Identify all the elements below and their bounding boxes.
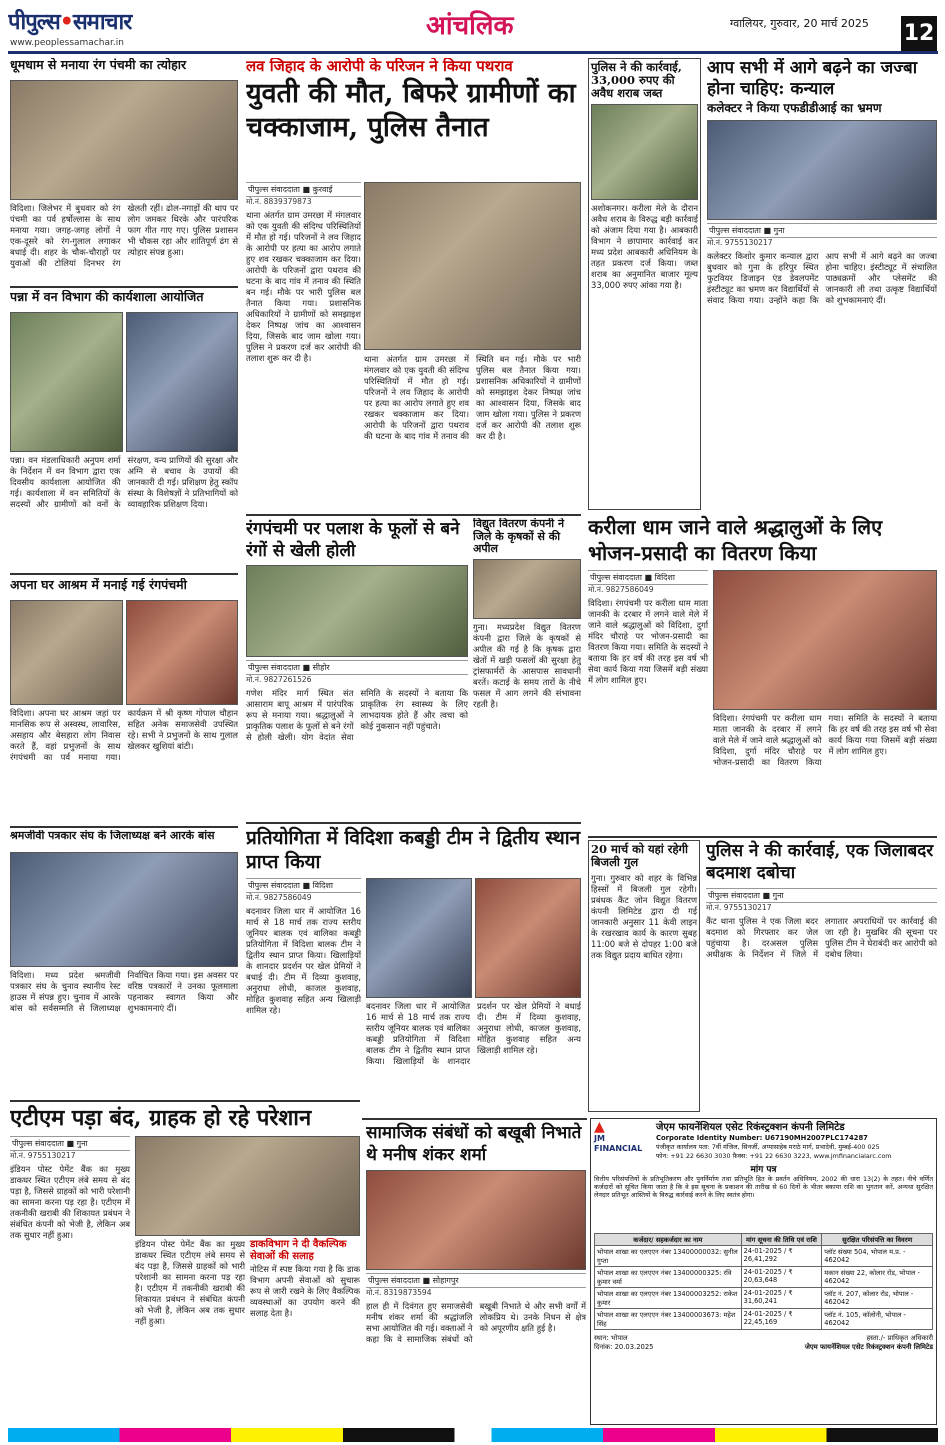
page-number: 12 bbox=[901, 16, 937, 52]
byline: पीपुल्स संवाददाता ■ विदिशा bbox=[246, 878, 361, 893]
ad-footer bbox=[594, 1333, 933, 1351]
article-body: विदिशा। जिलेभर में बुधवार को रंग पंचमी का पर्व हर्षोल्लास के साथ मनाया गया। जगह-जगह लोगों ने एक-दूसरे को रंग-गुलाल लगाकर बधाई दी। शहर के चौक-चौराहों पर युवाओं की टोलियां दिनभर रंग खेलती रहीं। ढोल-नगाड़ों की थाप पर लोग जमकर थिरके और पारंपरिक फाग गीत गाए गए। पुलिस प्रशासन भी चौकस रहा और शांतिपूर्ण ढंग से त्योहार संपन्न हुआ। bbox=[10, 203, 238, 268]
article-body: इंडियन पोस्ट पेमेंट बैंक का मुख्य डाकघर स्थित एटीएम लंबे समय से बंद पड़ा है, जिससे ग्राहकों को भारी परेशानी का सामना करना पड़ रहा है। एटीएम में तकनीकी खराबी की शिकायत प्रबंधन ने संबंधित कंपनी को भेजी है, लेकिन अब तक सुधार नहीं हुआ। bbox=[10, 1164, 130, 1240]
article-kicker: लव जिहाद के आरोपी के परिजन ने किया पथराव bbox=[246, 58, 513, 75]
ad-notice-title: मांग पत्र bbox=[750, 1164, 777, 1175]
article-headline: रंगपंचमी पर पलाश के फूलों से बने रंगों से खेली होली bbox=[246, 519, 460, 561]
divider bbox=[10, 286, 238, 288]
byline: पीपुल्स संवाददाता ■ विदिशा bbox=[588, 570, 708, 585]
mobile-number: मो.नं. 9755130217 bbox=[707, 237, 773, 247]
article-right-column bbox=[713, 570, 937, 822]
photo-ashram-2 bbox=[126, 600, 239, 705]
article-body: थाना अंतर्गत ग्राम उमरछा में मंगलवार को एक युवती की संदिग्ध परिस्थितियों में मौत हो गई। परिजनों ने लव जिहाद के आरोपी पर हत्या का आरोप लगाते हुए शव रखकर चक्काजाम कर दिया। आरोपी के परिजनों द्वारा पथराव की घटना के बाद गांव में तनाव की स्थिति बन गई। मौके पर भारी पुलिस बल तैनात किया गया। प्रशासनिक अधिकारियों ने ग्रामीणों को समझाइश देकर निष्पक्ष जांच का आश्वासन दिया, जिसके बाद जाम खोला गया। पुलिस ने प्रकरण दर्ज कर आरोपी की तलाश शुरू कर दी है। bbox=[246, 210, 361, 363]
sub-headline: डाकविभाग ने दी वैकल्पिक सेवाओं की सलाह bbox=[250, 1239, 347, 1262]
mobile-number: मो.नं. 9827586049 bbox=[588, 585, 654, 594]
article-headline: धूमधाम से मनाया रंग पंचमी का त्योहार bbox=[10, 58, 187, 72]
article-headline: विद्युत वितरण कंपनी ने जिले के कृषकों से की अपील bbox=[473, 518, 565, 556]
sub-body: नोटिस में स्पष्ट किया गया है कि डाक विभाग अपनी सेवाओं को सुचारू रूप से जारी रखने के लिए वैकल्पिक व्यवस्थाओं का उपयोग करने की सलाह देता है। bbox=[250, 1264, 360, 1318]
article-headline: पन्ना में वन विभाग की कार्यशाला आयोजित bbox=[10, 290, 204, 304]
divider bbox=[10, 573, 238, 575]
mobile-number: मो.नं. 9755130217 bbox=[10, 1151, 76, 1160]
photo-ashram-1 bbox=[10, 600, 123, 705]
article-power-cut bbox=[588, 840, 700, 1112]
logo bbox=[8, 6, 131, 36]
article-body: गुना। मध्यप्रदेश विद्युत वितरण कंपनी द्वारा जिले के कृषकों से अपील की गई है कि कृषक द्वारा खेतों में खड़ी फसलों की सुरक्षा हेतु ट्रांसफार्मरों के आसपास सावधानी बरतें। कटाई के समय तारों के नीचे फसल में आग लगने की संभावना रहती है। bbox=[473, 621, 581, 709]
photo-workshop-1 bbox=[10, 312, 123, 452]
photo-patrakar bbox=[10, 852, 238, 967]
article-body: विदिशा। अपना घर आश्रम जहां पर मानसिक रूप से अस्वस्थ, लावारिस, असहाय और बेसहारा लोग निवास करते हैं, वहां प्रभुजनों के साथ रंगपंचमी का पर्व मनाया गया। कार्यक्रम में श्री कृष्ण गोपाल चौहान सहित अनेक समाजसेवी उपस्थित रहे। सभी ने प्रभुजनों के साथ गुलाल खेलकर खुशियां बांटी। bbox=[10, 708, 238, 762]
ad-cell: भोपाल शाखा का एलएएन नंबर 13400000325: रवि कुमार वर्मा bbox=[595, 1266, 742, 1287]
byline: पीपुल्स संवाददाता ■ गुना bbox=[707, 223, 937, 238]
ad-cell: 24-01-2025 / ₹ 20,63,648 bbox=[741, 1266, 822, 1287]
ad-title: जेएम फायनेंशियल एसेट रिकंस्ट्रक्शन कंपनी लिमिटेड bbox=[656, 1122, 845, 1133]
divider bbox=[362, 1118, 587, 1120]
article-headline: युवती की मौत, बिफरे ग्रामीणों का चक्काजाम, पुलिस तैनात bbox=[246, 78, 576, 144]
article-headline: अपना घर आश्रम में मनाई गई रंगपंचमी bbox=[10, 578, 187, 592]
article-left-column bbox=[10, 1136, 130, 1418]
photo-shraddhanjali bbox=[366, 1170, 586, 1270]
photo-kabaddi-team-2 bbox=[475, 878, 581, 998]
article-lead-headline bbox=[246, 58, 581, 188]
article-subheadline: कलेक्टर ने किया एफडीडीआई का भ्रमण bbox=[707, 101, 882, 115]
divider bbox=[246, 822, 581, 824]
ad-th: कर्जदार/ सहकर्जदार का नाम bbox=[595, 1233, 742, 1245]
article-columns bbox=[246, 878, 581, 1090]
photo-police-deployment bbox=[364, 182, 581, 350]
ad-th: मांग सूचना की तिथि एवं राशि bbox=[741, 1233, 822, 1245]
article-body-continued: विदिशा। रंगपंचमी पर करीला धाम माता जानकी के दरबार में लगने वाले मेले में जाने वाले श्रद्धालुओं को विदिशा, दुर्गा मंदिर चौराहे पर भोजन-प्रसादी का वितरण किया गया। समिति के सदस्यों ने बताया कि हर वर्ष की तरह इस वर्ष भी सेवा कार्य किया गया जिसमें बड़ी संख्या में लोग शामिल हुए। bbox=[713, 713, 937, 767]
article-electricity-appeal bbox=[473, 518, 581, 818]
article-body: गुना। गुरुवार को शहर के विभिन्न हिस्सों में बिजली गुल रहेगी। प्रबंधक कैंट जोन विद्युत वितरण कंपनी लिमिटेड द्वारा दी गई जानकारी अनुसार 11 केवी लाइन के रखरखाव कार्य के कारण सुबह 11:00 बजे से दोपहर 1:00 बजे तक विद्युत प्रदाय बाधित रहेगा। bbox=[591, 873, 697, 961]
color-registration-bar bbox=[8, 1428, 938, 1442]
article-body: विदिशा। रंगपंचमी पर करीला धाम माता जानकी के दरबार में लगने वाले मेले में जाने वाले श्रद्धालुओं को विदिशा, दुर्गा मंदिर चौराहे पर भोजन-प्रसादी का वितरण किया गया। समिति के सदस्यों ने बताया कि हर वर्ष की तरह इस वर्ष भी सेवा कार्य किया गया जिसमें बड़ी संख्या में लोग शामिल हुए। bbox=[588, 598, 708, 685]
photo-holi-crowd bbox=[10, 80, 238, 200]
article-manish-sharma bbox=[366, 1122, 586, 1425]
ad-address: पंजीकृत कार्यालय पता: 7वीं मंजिल, सिनर्जी, अप्पासाहेब मराठे मार्ग, प्रभादेवी, मुम्बई-400 025 bbox=[656, 1142, 880, 1151]
ad-cell: 24-01-2025 / ₹ 22,45,169 bbox=[741, 1308, 822, 1329]
photo-strip bbox=[10, 312, 238, 452]
article-headline: आप सभी में आगे बढ़ने का जज्बा होना चाहिए: कन्याल bbox=[707, 58, 918, 99]
article-jilabadar bbox=[706, 840, 937, 1112]
ad-cell: मकान संख्या 22, कोलार रोड, भोपाल - 462042 bbox=[822, 1266, 933, 1287]
byline: पीपुल्स संवाददाता ■ सोहागपुर bbox=[366, 1273, 586, 1288]
article-headline: पुलिस ने की कार्रवाई, एक जिलाबदर बदमाश दबोचा bbox=[706, 841, 934, 883]
article-right-column bbox=[366, 878, 581, 1090]
ad-cell: 24-01-2025 / ₹ 31,60,241 bbox=[741, 1287, 822, 1308]
article-columns bbox=[10, 1136, 360, 1418]
article-left-column bbox=[588, 570, 708, 822]
article-body-continued: थाना अंतर्गत ग्राम उमरछा में मंगलवार को एक युवती की संदिग्ध परिस्थितियों में मौत हो गई। परिजनों ने लव जिहाद के आरोपी पर हत्या का आरोप लगाते हुए शव रखकर चक्काजाम कर दिया। आरोपी के परिजनों द्वारा पथराव की घटना के बाद गांव में तनाव की स्थिति बन गई। मौके पर भारी पुलिस बल तैनात किया गया। प्रशासनिक अधिकारियों ने ग्रामीणों को समझाइश देकर निष्पक्ष जांच का आश्वासन दिया, जिसके बाद जाम खोला गया। पुलिस ने प्रकरण दर्ज कर आरोपी की तलाश शुरू कर दी है। bbox=[364, 354, 581, 441]
table-row bbox=[595, 1245, 933, 1266]
photo-strip bbox=[10, 600, 238, 705]
article-body: बदनावर जिला धार में आयोजित 16 मार्च से 18 मार्च तक राज्य स्तरीय जूनियर बालक एवं बालिका कबड्डी प्रतियोगिता में विदिशा बालक टीम ने द्वितीय स्थान प्राप्त किया। खिलाड़ियों के शानदार प्रदर्शन पर खेल प्रेमियों ने बधाई दी। टीम में दिव्या कुशवाह, अनुराधा लोधी, काजल कुशवाह, मोहित कुशवाह सहित अन्य खिलाड़ी शामिल रहे। bbox=[246, 906, 361, 1015]
dateline: ग्वालियर, गुरुवार, 20 मार्च 2025 bbox=[730, 17, 869, 30]
photo-liquor-seized bbox=[591, 104, 698, 200]
ad-th: सुरक्षित परिसंपत्ति का विवरण bbox=[822, 1233, 933, 1245]
ad-header bbox=[594, 1119, 933, 1160]
byline: पीपुल्स संवाददाता ■ गुना bbox=[706, 888, 937, 903]
ad-sign: हस्ता./- प्राधिकृत अधिकारी bbox=[866, 1333, 933, 1342]
ad-phone: फोन: +91 22 6630 3030 फ़ैक्स: +91 22 6630 3223, www.jmfinancialarc.com bbox=[656, 1151, 892, 1160]
ad-notice-body: वित्तीय परिसंपत्तियों के प्रतिभूतिकरण और पुनर्निर्माण तथा प्रतिभूति हित के प्रवर्तन अधिनियम, 2002 की धारा 13(2) के तहत। नीचे वर्णित कर्जदारों को सूचित किया जाता है कि वे इस सूचना के प्रकाशन की तारीख से 60 दिनों के भीतर बकाया राशि का भुगतान करें, अन्यथा सुरक्षित लेनदार प्रतिभूत आस्तियों के विरुद्ध कार्रवाई करने के लिए स्वतंत्र होगा। bbox=[594, 1174, 933, 1199]
ad-cell: 24-01-2025 / ₹ 26,41,292 bbox=[741, 1245, 822, 1266]
article-kabaddi bbox=[246, 826, 581, 1116]
article-panna-workshop bbox=[10, 290, 238, 570]
article-columns bbox=[588, 570, 937, 822]
article-body: कैंट थाना पुलिस ने एक जिला बदर बदमाश को गिरफ्तार कर जेल पहुंचाया है। दरअसल पुलिस अधीक्षक के निर्देशन में जिले में लगातार अपराधियों पर कार्रवाई की जा रही है। मुखबिर की सूचना पर पुलिस टीम ने घेराबंदी कर आरोपी को दबोच लिया। bbox=[706, 916, 937, 959]
article-lead-body bbox=[246, 182, 361, 512]
mobile-number: मो.नं. 8839379873 bbox=[246, 197, 312, 206]
article-right-column bbox=[135, 1136, 360, 1418]
article-body-continued: बदनावर जिला धार में आयोजित 16 मार्च से 18 मार्च तक राज्य स्तरीय जूनियर बालक एवं बालिका कबड्डी प्रतियोगिता में विदिशा बालक टीम ने द्वितीय स्थान प्राप्त किया। खिलाड़ियों के शानदार प्रदर्शन पर खेल प्रेमियों ने बधाई दी। टीम में दिव्या कुशवाह, अनुराधा लोधी, काजल कुशवाह, मोहित कुशवाह सहित अन्य खिलाड़ी शामिल रहे। bbox=[366, 1001, 581, 1066]
byline: पीपुल्स संवाददाता ■ सीहोर bbox=[246, 660, 468, 675]
jm-logo-icon: ▲ bbox=[594, 1119, 605, 1135]
article-headline: प्रतियोगिता में विदिशा कबड्डी टीम ने द्वितीय स्थान प्राप्त किया bbox=[246, 827, 581, 873]
article-patrakar-sangh bbox=[10, 830, 238, 1095]
byline: पीपुल्स संवाददाता ■ कुरवाई bbox=[246, 182, 361, 197]
article-body: हाल ही में दिवंगत हुए समाजसेवी मनीष शंकर शर्मा की श्रद्धांजलि सभा आयोजित की गई। वक्ताओं ने कहा कि वे सामाजिक संबंधों को बखूबी निभाते थे और सभी वर्गों में लोकप्रिय थे। उनके निधन से क्षेत्र को अपूरणीय क्षति हुई है। bbox=[366, 1301, 586, 1344]
mobile-number: मो.नं. 9755130217 bbox=[706, 903, 772, 912]
article-headline: श्रमजीवी पत्रकार संघ के जिलाध्यक्ष बने आरके बांस bbox=[10, 830, 215, 842]
photo-atm-booth bbox=[135, 1136, 360, 1236]
section-title: आंचलिक bbox=[426, 11, 514, 41]
article-body: अशोकनगर। करीला मेले के दौरान अवैध शराब के विरुद्ध बड़ी कार्रवाई को अंजाम दिया गया है। आबकारी विभाग ने छापामार कार्रवाई कर मध्य प्रदेश आबकारी अधिनियम के तहत प्रकरण दर्ज किया। जब्त शराब का अनुमानित बाजार मूल्य 33,000 रुपए आंका गया है। bbox=[591, 202, 698, 290]
photo-prasadi-distribution bbox=[713, 570, 937, 710]
table-row bbox=[595, 1266, 933, 1287]
mobile-number: मो.नं. 9827261526 bbox=[246, 675, 312, 684]
ad-title-block bbox=[656, 1122, 933, 1160]
ad-brand bbox=[594, 1119, 652, 1154]
table-row bbox=[595, 1308, 933, 1329]
logo-part-b: समाचार bbox=[72, 9, 132, 35]
article-rang-panchami bbox=[10, 58, 238, 283]
divider bbox=[10, 826, 238, 828]
ad-cell: भोपाल शाखा का एलएएन नंबर 13400000032: सुनील गुप्ता bbox=[595, 1245, 742, 1266]
article-illegal-liquor bbox=[588, 58, 701, 510]
site-url[interactable]: www.peoplessamachar.in bbox=[10, 38, 124, 48]
article-karila-dham bbox=[588, 514, 937, 834]
divider bbox=[588, 836, 937, 838]
article-atm-closed bbox=[10, 1105, 360, 1425]
ad-cin: Corporate Identity Number: U67190MH2007PLC174287 bbox=[656, 1133, 868, 1142]
photo-strip bbox=[366, 878, 581, 998]
logo-dot-icon: • bbox=[59, 9, 73, 35]
ad-footer-left bbox=[594, 1333, 654, 1351]
article-headline: एटीएम पड़ा बंद, ग्राहक हो रहे परेशान bbox=[10, 1105, 312, 1131]
photo-workshop-2 bbox=[126, 312, 239, 452]
ad-footer-right bbox=[805, 1333, 933, 1351]
ad-cell: भोपाल शाखा का एलएएन नंबर 13400003252: राकेश कुमार bbox=[595, 1287, 742, 1308]
ad-table bbox=[594, 1233, 933, 1330]
article-subarticle bbox=[250, 1239, 360, 1415]
article-subcolumns bbox=[135, 1239, 360, 1415]
ad-sign-company: जेएम फायनेंशियल एसेट रिकंस्ट्रक्शन कंपनी लिमिटेड bbox=[804, 1342, 933, 1351]
ad-brand-text: JM FINANCIAL bbox=[594, 1134, 643, 1153]
divider bbox=[246, 514, 581, 516]
byline: पीपुल्स संवाददाता ■ गुना bbox=[10, 1136, 130, 1151]
logo-part-a: पीपुल्स bbox=[8, 9, 60, 35]
article-body: कलेक्टर किशोर कुमार कन्याल द्वारा बुधवार को गुना के हरिपुर स्थित फुटवियर डिजाइन एंड डेवलपमेंट इंस्टीट्यूट का भ्रमण कर विद्यार्थियों से संवाद किया गया। उन्होंने कहा कि आप सभी में आगे बढ़ने का जज्बा होना चाहिए। इंस्टीट्यूट में संचालित पाठ्यक्रमों और प्लेसमेंट की जानकारी ली तथा उत्कृष्ट विद्यार्थियों को शुभकामनाएं दीं। bbox=[707, 250, 937, 305]
article-body: विदिशा। मध्य प्रदेश श्रमजीवी पत्रकार संघ के चुनाव स्थानीय रेस्ट हाउस में संपन्न हुए। चुनाव में आरके बांस को सर्वसम्मति से जिलाध्यक्ष निर्वाचित किया गया। इस अवसर पर वरिष्ठ पत्रकारों ने उनका फूलमाला पहनाकर स्वागत किया और शुभकामनाएं दीं। bbox=[10, 970, 238, 1013]
ad-table-head bbox=[595, 1233, 933, 1245]
photo-palash-colours bbox=[246, 565, 468, 657]
mobile-number: मो.नं. 9827586049 bbox=[246, 893, 312, 902]
ad-cell: प्लॉट संख्या 504, भोपाल म.प्र. - 462042 bbox=[822, 1245, 933, 1266]
article-left-column bbox=[246, 878, 361, 1090]
article-headline: पुलिस ने की कार्रवाई, 33,000 रुपए की अवैध शराब जब्त bbox=[591, 60, 682, 101]
table-row bbox=[595, 1287, 933, 1308]
mobile-number: मो.नं. 8319873594 bbox=[366, 1288, 432, 1297]
ad-cell: प्लॉट नं. 207, कोलार रोड, भोपाल - 462042 bbox=[822, 1287, 933, 1308]
ad-cell: भोपाल शाखा का एलएएन नंबर 13400003673: महेश सिंह bbox=[595, 1308, 742, 1329]
legal-notice-ad bbox=[590, 1118, 937, 1425]
article-palash-holi bbox=[246, 518, 468, 818]
article-body-continued: इंडियन पोस्ट पेमेंट बैंक का मुख्य डाकघर स्थित एटीएम लंबे समय से बंद पड़ा है, जिससे ग्राहकों को भारी परेशानी का सामना करना पड़ रहा है। एटीएम में तकनीकी खराबी की शिकायत प्रबंधन ने संबंधित कंपनी को भेजी है, लेकिन अब तक सुधार नहीं हुआ। bbox=[135, 1239, 245, 1326]
ad-place: स्थान: भोपाल bbox=[594, 1333, 628, 1342]
ad-date: दिनांक: 20.03.2025 bbox=[594, 1342, 654, 1351]
ad-cell: प्लॉट नं. 105, कॉलोनी, भोपाल - 462042 bbox=[822, 1308, 933, 1329]
article-headline: 20 मार्च को यहां रहेगी बिजली गुल bbox=[591, 842, 689, 870]
article-body: पन्ना। वन मंडलाधिकारी अनुपम शर्मा के निर्देशन में वन विभाग द्वारा एक दिवसीय कार्यशाला आयोजित की गई। कार्यशाला में वन समितियों के सदस्यों और ग्रामीणों को वनों के संरक्षण, वन्य प्राणियों की सुरक्षा और अग्नि से बचाव के उपायों की जानकारी दी गई। प्रशिक्षण हेतु स्कॉप संस्था के विशेषज्ञों ने प्रतिभागियों को व्यावहारिक प्रशिक्षण दिया। bbox=[10, 455, 238, 509]
article-apna-ghar bbox=[10, 578, 238, 823]
article-headline: सामाजिक संबंधों को बखूबी निभाते थे मनीष शंकर शर्मा bbox=[366, 1123, 582, 1165]
article-headline: करीला धाम जाने वाले श्रद्धालुओं के लिए भोजन-प्रसादी का वितरण किया bbox=[588, 515, 883, 565]
photo-collector-students bbox=[707, 120, 937, 220]
article-body: गणेश मंदिर मार्ग स्थित संत आसाराम बापू आश्रम में पारंपरिक रूप से मनाया गया। श्रद्धालुओं ने प्राकृतिक पलाश के फूलों से बने रंगों से होली खेली। योग वेदांत सेवा समिति के सदस्यों ने बताया कि प्राकृतिक रंग स्वास्थ्य के लिए लाभदायक होते हैं और त्वचा को कोई नुकसान नहीं पहुंचाते। bbox=[246, 688, 468, 742]
photo-kabaddi-team-1 bbox=[366, 878, 472, 998]
photo-transformer bbox=[473, 559, 581, 619]
masthead bbox=[8, 4, 938, 54]
article-collector-fddi bbox=[707, 58, 937, 510]
